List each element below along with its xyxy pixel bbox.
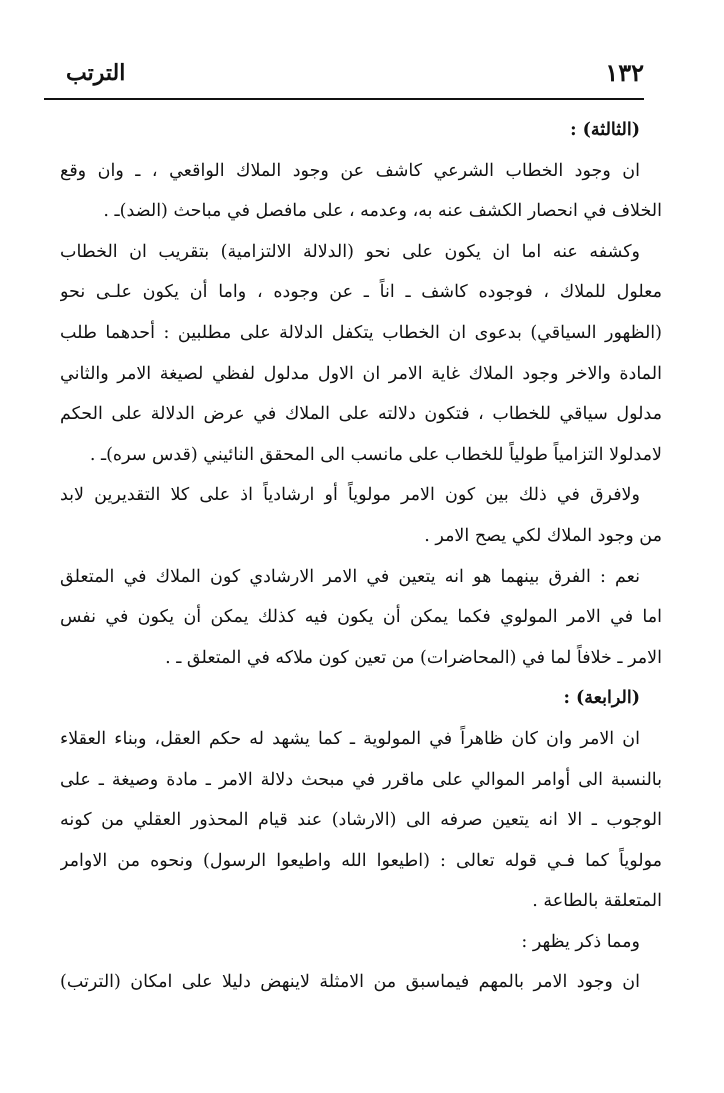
text-line: المتعلقة بالطاعة . [532,891,662,912]
text-line: (الظهور السياقي) بدعوى ان الخطاب يتكفل الدلالة على مطلبين : أحدهما طلب [60,322,662,343]
text-line: بالنسبة الى أوامر الموالي على ماقرر في مبحث دلالة الامر ـ مادة وصيغة ـ على [60,769,662,790]
page-header [44,58,644,98]
text-line: ان وجود الخطاب الشرعي كاشف عن وجود الملاك الواقعي ، ـ وان وقع [60,160,640,181]
body-text [60,110,662,1003]
text-line: وكشفه عنه اما ان يكون على نحو (الدلالة الالتزامية) بتقريب ان الخطاب [60,241,640,262]
text-line: الخلاف في انحصار الكشف عنه به، وعدمه ، على مافصل في مباحث (الضد)ـ . [103,201,662,222]
header-divider [44,98,644,100]
text-line: نعم : الفرق بينهما هو انه يتعين في الامر الارشادي كون الملاك في المتعلق [60,566,640,587]
text-line: الامر ـ خلافاً لما في (المحاضرات) من تعين كون ملاكه في المتعلق ـ . [165,647,662,668]
text-line: مدلول سياقي للخطاب ، فتكون دلالته على الملاك في عرض الدلالة على الحكم [60,404,662,425]
text-line: اما في الامر المولوي فكما يمكن أن يكون فيه كذلك يمكن أن يكون في نفس [60,607,662,628]
text-line: الوجوب ـ الا انه يتعين صرفه الى (الارشاد) عند قيام المحذور العقلي من كونه [60,810,662,831]
running-title: الترتب [66,60,126,86]
text-line: ومما ذكر يظهر : [521,931,640,952]
text-line: ان وجود الامر بالمهم فيماسبق من الامثلة لاينهض دليلا على امكان (الترتب) [60,972,640,993]
text-line: معلول للملاك ، فوجوده كاشف ـ اناً ـ عن وجوده ، واما أن يكون علـى نحو [60,282,662,303]
page-number: ١٣٢ [605,58,644,87]
section-heading-third: (الثالثة) : [570,120,640,140]
text-line: ان الامر وان كان ظاهراً في المولوية ـ كما يشهد له حكم العقل، وبناء العقلاء [60,728,640,749]
text-line: لامدلولا التزامياً طولياً للخطاب على مانسب الى المحقق النائيني (قدس سره)ـ . [89,444,662,465]
text-line: من وجود الملاك لكي يصح الامر . [424,525,662,546]
text-line: ولافرق في ذلك بين كون الامر مولوياً أو ارشادياً اذ على كلا التقديرين لابد [60,485,640,506]
text-line: مولوياً كما فـي قوله تعالى : (اطيعوا الله واطيعوا الرسول) ونحوه من الاوامر [60,850,662,871]
section-heading-fourth: (الرابعة) : [563,688,640,709]
text-line: المادة والاخر وجود الملاك غاية الامر ان الاول مدلول لفظي لصيغة الامر والثاني [60,363,662,384]
